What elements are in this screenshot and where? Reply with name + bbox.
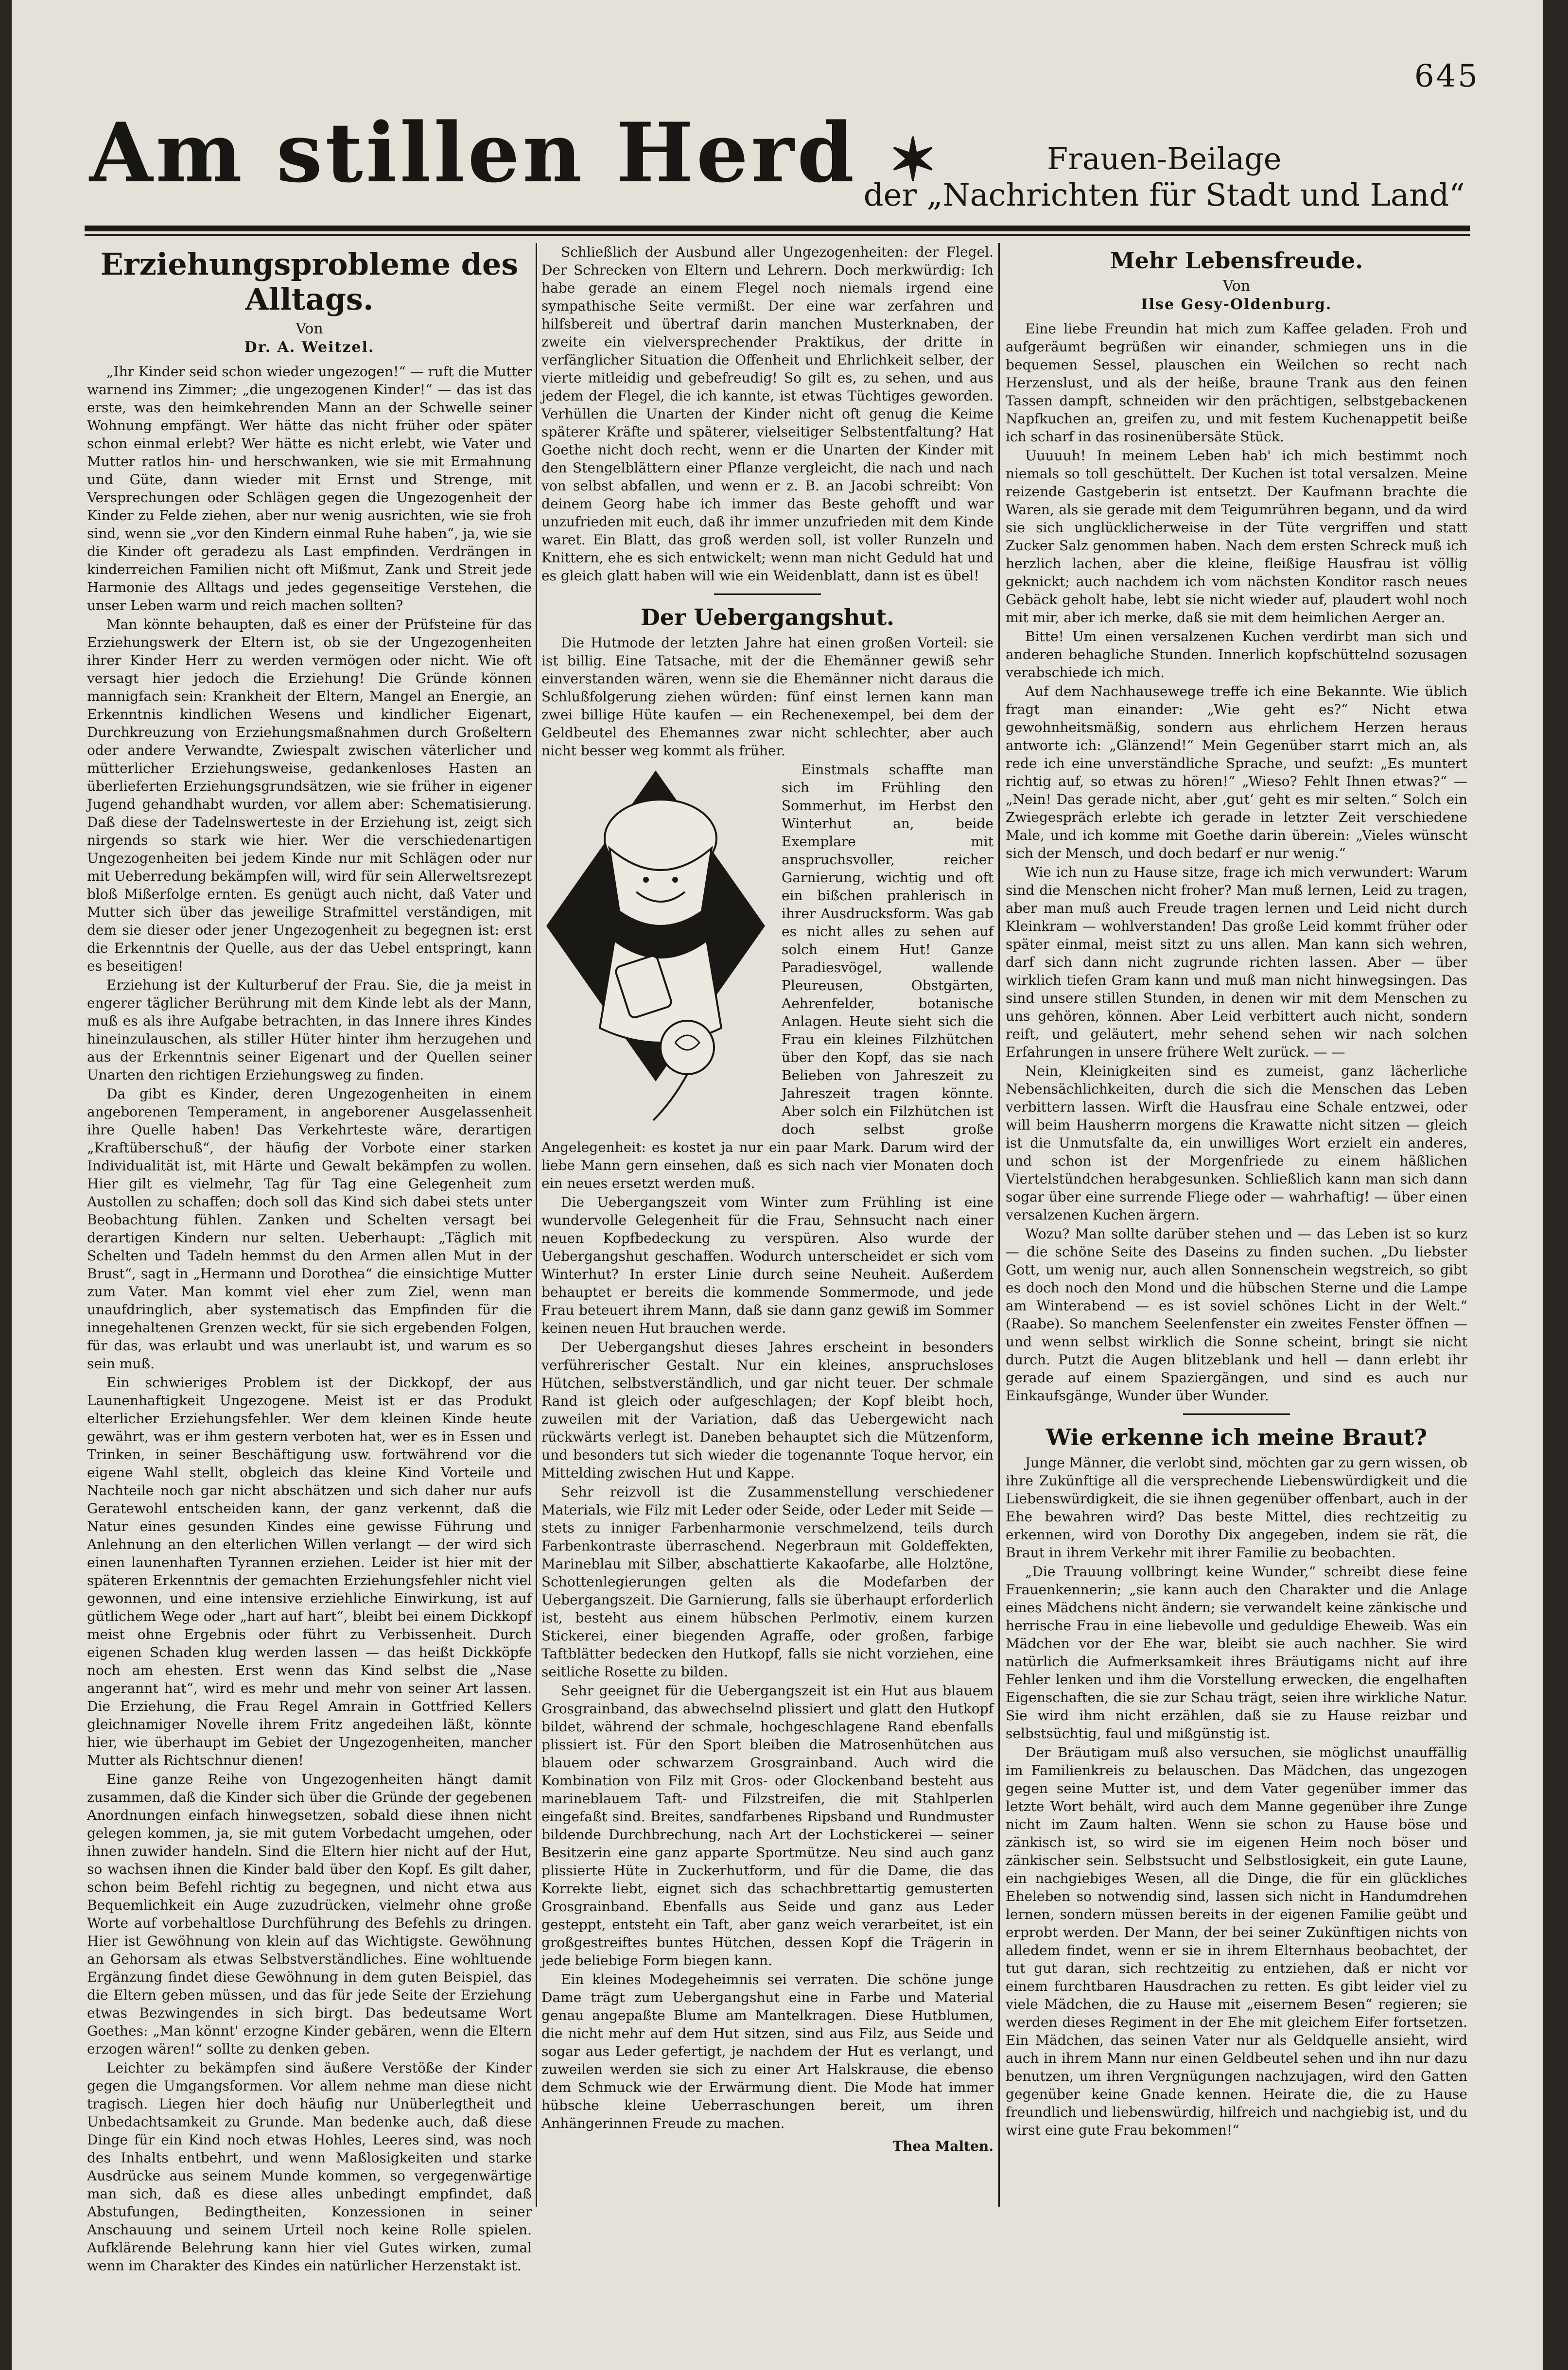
article-signature-hut: Thea Malten. bbox=[892, 2138, 993, 2154]
masthead-rule-thick bbox=[85, 226, 1470, 231]
paragraph: Auf dem Nachhausewege treffe ich eine Bekannte. Wie üblich fragt man einander: „Wie geht es?“ Nicht etwa gewohnheitsmäßig, sondern aus ehrlichem Herzen heraus antworte ich: „Glänzend!“ Mein Gegenüber starrt mich an, als rede ich eine unverständliche Sprache, und seufzt: „Es muntert richtig auf, so etwas zu hören!“ „Wieso? Fehlt Ihnen etwas?“ — „Nein! Das gerade nicht, aber ‚gut‘ geht es mir selten.“ Solch ein Zwiegespräch erlebte ich gerade in letzter Zeit verschiedene Male, und ich komme mit Goethe darin überein: „Vieles wünscht sich der Mensch, und doch bedarf er nur wenig.“ bbox=[1006, 683, 1467, 861]
article-author-erziehung: Dr. A. Weitzel. bbox=[244, 339, 375, 356]
byline-von: Von bbox=[296, 320, 323, 337]
section-divider bbox=[714, 593, 821, 595]
paragraph: Eine ganze Reihe von Ungezogenheiten hängt damit zusammen, daß die Kinder sich über die Gründe der gegebenen Anordnungen einfach hinwegsetzen, sobald diese ihnen nicht gelegen kommen, ja, sie mit gutem Vorbedacht umgehen, oder ihnen zuwider handeln. Sind die Eltern hier nicht auf der Hut, so wachsen ihnen die Kinder bald über den Kopf. Es gilt daher, schon beim Befehl richtig zu begegnen, und nicht etwa aus Bequemlichkeit ein Auge zuzudrücken, vielmehr ohne große Worte auf vorbehaltlose Durchführung des Befehls zu dringen. Hier ist Gewöhnung von klein auf das Wichtigste. Gewöhnung an Gehorsam als etwas Selbstverständliches. Eine wohltuende Ergänzung findet diese Gewöhnung in dem guten Beispiel, das die Eltern geben müssen, und das für jede Seite der Erziehung etwas Bezwingendes in sich birgt. Das bedeutsame Wort Goethes: „Man könnt' erzogne Kinder gebären, wenn die Eltern erzogen wären!“ sollte zu denken geben. bbox=[87, 1771, 532, 2057]
article-author-lebensfreude: Ilse Gesy-Oldenburg. bbox=[1141, 296, 1332, 313]
paragraph: Sehr reizvoll ist die Zusammenstellung verschiedener Materials, wie Filz mit Leder oder Seide, oder Leder mit Seide — stets zu inniger Farbenharmonie verschmelzend, teils durch Farbenkontraste überraschend. Negerbraun mit Goldeffekten, Marineblau mit Silber, abschattierte Kakaofarbe, alle Holztöne, Schottenlegierungen gelten als die Modefarben der Uebergangszeit. Die Garnierung, falls sie überhaupt erforderlich ist, besteht aus einem hübschen Perlmotiv, einem kurzen Stickerei, einer biegenden Agraffe, oder großen, farbige Taftblätter bedecken den Hutkopf, falls sie nicht vorziehen, eine seitliche Rosette zu bilden. bbox=[541, 1484, 993, 1680]
paragraph: „Die Trauung vollbringt keine Wunder,“ schreibt diese feine Frauenkennerin; „sie kann auch den Charakter und die Anlage eines Mädchens nicht ändern; sie verwandelt keine zänkische und herrische Frau in eine liebevolle und geduldige Eheweib. Was ein Mädchen vor der Ehe war, bleibt sie auch nachher. Sie wird natürlich die Aufmerksamkeit ihres Bräutigams nicht auf ihre Fehler lenken und ihm die Vorstellung erwecken, die engelhaften Eigenschaften, die sie zur Schau trägt, seien ihre wirkliche Natur. Sie wird ihm nicht erzählen, daß sie zu Hause reizbar und selbstsüchtig, faul und mißgünstig ist. bbox=[1006, 1564, 1467, 1742]
paragraph: Wozu? Man sollte darüber stehen und — das Leben ist so kurz — die schöne Seite des Daseins zu finden suchen. „Du liebster Gott, um wenig nur, auch allen Sonnenschein wegstreich, so gibt es doch noch den Mond und die hübschen Sterne und die Lampe am Winterabend — es ist soviel schönes Licht in der Welt.“ (Raabe). So manchem Seelenfenster ein zweites Fenster öffnen — und wenn selbst wirklich die Sonne scheint, bringt sie nicht durch. Putzt die Augen blitzeblank und hell — dann erlebt ihr gerade auf einem Spaziergängen, und sind es auch nur Einkaufsgänge, Wunder über Wunder. bbox=[1006, 1226, 1467, 1404]
column-divider bbox=[536, 243, 537, 2207]
masthead-title bbox=[89, 105, 941, 201]
paragraph: „Ihr Kinder seid schon wieder ungezogen!“ — ruft die Mutter warnend ins Zimmer; „die ungezogenen Kinder!“ — das ist das erste, was den heimkehrenden Mann an der Schwelle seiner Wohnung empfängt. Wer hätte das nicht früher oder später schon einmal erlebt? Wer hätte es nicht erlebt, wie Vater und Mutter ratlos hin- und herschwanken, wie sie mit Ermahnung und Güte, dann wieder mit Ernst und Strenge, mit Versprechungen oder Schlägen gegen die Ungezogenheit der Kinder zu Felde ziehen, aber nur wenig ausrichten, wie sie froh sind, wenn sie „vor den Kindern einmal Ruhe haben“, ja, wie sie die Kinder oft geradezu als Last empfinden. Verdrängen in kinderreichen Familien nicht oft Mißmut, Zank und Streit jede Harmonie des Alltags und jedes gegenseitige Verstehen, die unser Leben warm und reich machen sollten? bbox=[87, 364, 532, 613]
paragraph: Der Bräutigam muß also versuchen, sie möglichst unauffällig im Familienkreis zu belauschen. Das Mädchen, das ungezogen gegen seine Mutter ist, und dem Vater gegenüber immer das letzte Wort behält, wird auch dem Manne gegenüber ihre Zunge nicht im Zaum halten. Wenn sie schon zu Hause böse und zänkisch ist, so wird sie im eigenen Heim noch böser und zänkischer sein. Selbstsucht und Selbstlosigkeit, ein gute Laune, ein nachgiebiges Wesen, all die Dinge, die für ein glückliches Eheleben so notwendig sind, lassen sich nicht in Handumdrehen lernen, sondern müssen bereits in der eigenen Familie geübt und erprobt werden. Der Mann, der bei seiner Zukünftigen nichts von alledem findet, wenn er sie in ihrem Elternhaus beobachtet, der tut gut daran, sich rechtzeitig zu entziehen, daß er nicht vor einem furchtbaren Hausdrachen zu retten. Es gibt leider viel zu viele Mädchen, die zu Hause mit „eisernem Besen“ regieren; sie werden dieses Regiment in der Ehe mit gleichem Eifer fortsetzen. Ein Mädchen, das seinen Vater nur als Geldquelle ansieht, wird auch in ihrem Mann nur einen Geldbeutel sehen und ihn nur dazu benutzen, um ihren Vergnügungen nachzujagen, wird den Gatten gegenüber keine Gnade kennen. Heirate die, die zu Hause freundlich und liebenswürdig, hilfreich und nachgiebig ist, und du wirst eine gute Frau bekommen!“ bbox=[1006, 1744, 1467, 2138]
byline-von: Von bbox=[1222, 278, 1251, 295]
column-divider bbox=[998, 243, 1000, 2207]
paragraph: Da gibt es Kinder, deren Ungezogenheiten in einem angeborenen Temperament, in angeborener Ausgelassenheit ihre Quelle haben! Das Verkehrteste wäre, derartigen „Kraftüberschuß“, der häufig der Vorbote einer starken Individualität ist, mit Härte und Gewalt bekämpfen zu wollen. Hier gilt es vielmehr, Tag für Tag eine Gelegenheit zum Austollen zu schaffen; doch soll das Kind sich dabei stets unter Beobachtung fühlen. Zanken und Schelten versagt bei derartigen Kindern nur selten. Ueberhaupt: „Täglich mit Schelten und Tadeln hemmst du den Armen allen Mut in der Brust“, sagt in „Hermann und Dorothea“ die einsichtige Mutter zum Vater. Man kommt viel eher zum Ziel, wenn man unaufdringlich, aber systematisch das Empfinden für die innegehaltenen Grenzen weckt, für sie sich ergebenden Folgen, für das, was erlaubt und was unerlaubt ist, und warum es so sein muß. bbox=[87, 1086, 532, 1372]
section-divider bbox=[1183, 1413, 1290, 1415]
masthead-subtitle-line1: Frauen-Beilage bbox=[1047, 141, 1282, 176]
paragraph: Nein, Kleinigkeiten sind es zumeist, ganz lächerliche Nebensächlichkeiten, durch die sich die Menschen das Leben verbittern lassen. Wirft die Hausfrau eine Schale entzwei, oder will beim Hausherrn morgens die Krawatte nicht sitzen — gleich ist die Unmutsfalte da, ein unwilliges Wort erzielt ein anderes, und schon ist der Morgenfriede zu einem häßlichen Viertelstündchen herabgesunken. Schließlich kann man sich dann sogar über eine surrende Fliege oder — wahrhaftig! — über einen versalzenen Kuchen ärgern. bbox=[1006, 1063, 1467, 1223]
paragraph: Der Uebergangshut dieses Jahres erscheint in besonders verführerischer Gestalt. Nur ein kleines, anspruchsloses Hütchen, selbstverständlich, und gar nicht teuer. Der schmale Rand ist gleich oder aufgeschlagen; der Kopf bleibt hoch, zuweilen mit der Variation, daß das Uebergewicht nach rückwärts verlegt ist. Daneben behauptet sich die Mützenform, und besonders tut sich wieder die togenannte Toque hervor, ein Mittelding zwischen Hut und Kappe. bbox=[541, 1339, 993, 1481]
paragraph: Die Hutmode der letzten Jahre hat einen großen Vorteil: sie ist billig. Eine Tatsache, mit der die Ehemänner gewiß sehr einverstanden wären, wenn sie die Ehemänner nicht daraus die Schlußfolgerung ziehen würden: fünf einst lernen kann man zwei billige Hüte kaufen — ein Rechenexempel, bei dem der Geldbeutel des Ehemannes zwar nicht schlechter, aber auch nicht besser weg kommt als früher. bbox=[541, 635, 993, 759]
column-middle bbox=[541, 243, 993, 2226]
paragraph: Die Uebergangszeit vom Winter zum Frühling ist eine wundervolle Gelegenheit für die Frau, Sehnsucht nach einer neuen Kopfbedeckung zu verspüren. Also wurde der Uebergangshut geschaffen. Wodurch unterscheidet er sich vom Winterhut? In erster Linie durch seine Neuheit. Außerdem behauptet er bereits die kommende Sommermode, und jede Frau beteuert ihrem Mann, daß sie dann ganz gewiß im Sommer keinen neuen Hut brauchen werde. bbox=[541, 1194, 993, 1336]
paragraph: Junge Männer, die verlobt sind, möchten gar zu gern wissen, ob ihre Zukünftige all die versprechende Liebenswürdigkeit und die Liebenswürdigkeit, die sie ihnen gegenüber offenbart, auch in der Ehe bewahren wird? Das beste Mittel, dies rechtzeitig zu erkennen, wird von Dorothy Dix angegeben, indem sie rät, die Braut in ihrem Verkehr mit ihrer Familie zu beobachten. bbox=[1006, 1455, 1468, 1561]
column-left bbox=[87, 243, 532, 2274]
paragraph: Sehr geeignet für die Uebergangszeit ist ein Hut aus blauem Grosgrainband, das abwechselnd plissiert und glatt den Hutkopf bildet, während der schmale, hochgeschlagene Rand ebenfalls plissiert ist. Für den Sport bleiben die Matrosenhütchen aus blauem oder schwarzem Grosgrainband. Auch wird die Kombination von Filz mit Gros- oder Glockenband besteht aus marineblauem Taft- und Filzstreifen, die mit Stahlperlen eingefaßt sind. Breites, sandfarbenes Ripsband und Rundmuster bildende Durchbrechung, nach Art der Lochstickerei — seiner Besitzerin eine ganz apparte Sportmütze. Neu sind auch ganz plissierte Hüte in Zuckerhutform, und für die Dame, die das Korrekte liebt, eignet sich das schachbrettartig gemusterten Grosgrainband. Ebenfalls aus Seide und ganz aus Leder gesteppt, entsteht ein Taft, aber ganz weich verarbeitet, ist ein großgestreiftes buntes Hütchen, dessen Kopf die Trägerin in jede beliebige Form biegen kann. bbox=[541, 1683, 993, 1969]
paragraph: Bitte! Um einen versalzenen Kuchen verdirbt man sich und anderen behagliche Stunden. Innerlich kopfschüttelnd sozusagen verabschiede ich mich. bbox=[1006, 628, 1467, 680]
column-right bbox=[1006, 243, 1467, 2226]
masthead-rule-thin bbox=[85, 234, 1470, 236]
masthead-subtitle-line2: der „Nachrichten für Stadt und Land“ bbox=[863, 177, 1465, 214]
star-ornament-icon: ✶ bbox=[888, 125, 941, 194]
paragraph: Uuuuuh! In meinem Leben hab' ich mich bestimmt noch niemals so toll geschüttelt. Der Kuchen ist total versalzen. Meine reizende Gastgeberin ist entsetzt. Der Kaufmann brachte die Waren, als sie gerade mit dem Teigumrühren begann, und da wird sie sich unglücklicherweise in der Tüte vergriffen und statt Zucker Salz genommen haben. Nach dem ersten Schreck muß ich herzlich lachen, aber die kleine, fleißige Hausfrau ist völlig geknickt; auch nachdem ich vom nächsten Konditor rasch neues Gebäck geholt habe, lebt sie nicht wieder auf, plaudert wohl noch mit mir, aber ich merke, daß sie mit dem heimlichen Aerger an. bbox=[1006, 448, 1467, 626]
hat-illustration bbox=[541, 766, 770, 1130]
article-title-braut: Wie erkenne ich meine Braut? bbox=[1045, 1424, 1428, 1450]
newspaper-page bbox=[12, 0, 1543, 2370]
paragraph: Leichter zu bekämpfen sind äußere Verstöße der Kinder gegen die Umgangsformen. Vor allem nehme man diese nicht tragisch. Liegen hier doch häufig nur Unüberlegtheit und Unbedachtsamkeit zu Grunde. Man bedenke auch, daß diese Dinge für ein Kind noch etwas Hohles, Leeres sind, was noch des Inhalts entbehrt, und wenn Maßlosigkeiten und starke Ausdrücke aus seinem Munde kommen, so vergegenwärtige man sich, daß es diese alles unbedingt empfindet, daß Abstufungen, Bedingtheiten, Konzessionen in seiner Anschauung und seinem Urteil noch keine Rolle spielen. Aufklärende Belehrung kann hier viel Gutes wirken, zumal wenn im Charakter des Kindes ein natürlicher Herzenstakt ist. bbox=[87, 2060, 532, 2274]
masthead-subtitle bbox=[864, 141, 1465, 214]
paragraph: Ein kleines Modegeheimnis sei verraten. Die schöne junge Dame trägt zum Uebergangshut eine in Farbe und Material genau angepaßte Blume am Mantelkragen. Diese Hutblumen, die nicht mehr auf dem Hut sitzen, sind aus Filz, aus Seide und sogar aus Leder gefertigt, je nachdem der Hut es verlangt, und zuweilen werden sie sich zu einer Art Halskrause, die ebenso dem Schmuck wie der Erwärmung dient. Die Mode hat immer hübsche kleine Ueberraschungen bereit, um ihren Anhängerinnen Freude zu machen. bbox=[541, 1971, 993, 2131]
paragraph: Ein schwieriges Problem ist der Dickkopf, der aus Launenhaftigkeit Ungezogene. Meist ist er das Produkt elterlicher Erziehungsfehler. Wer dem kleinen Kinde heute gewährt, was er ihm gestern verboten hat, wer es in Essen und Trinken, in seiner Beschäftigung usw. fortwährend vor die eigene Wahl stellt, obgleich das kleine Kind Vorteile und Nachteile noch gar nicht abschätzen und sich daher nur aufs Geratewohl entscheiden kann, der ganz verkennt, daß die Natur eines gesunden Kindes eine gewisse Führung und Anlehnung an den elterlichen Willen verlangt — der wird sich einen launenhaften Tyrannen erziehen. Leider ist hier mit der späteren Erkenntnis der gemachten Erziehungsfehler nicht viel gewonnen, und eine intensive erziehliche Einwirkung, ist auf gütlichem Wege oder „hart auf hart“, bleibt bei einem Dickkopf meist ohne Ergebnis oder führt zu Verbissenheit. Durch eigenen Schaden klug werden lassen — das heißt Dickköpfe noch am ehesten. Erst wenn das Kind selbst die „Nase angerannt hat“, wird es mehr und mehr von seiner Art lassen. Die Erziehung, die Frau Regel Amrain in Gottfried Kellers gleichnamiger Novelle ihrem Fritz angedeihen läßt, könnte hier, wie überhaupt im Gebiet der Ungezogenheiten, mancher Mutter als Richtschnur dienen! bbox=[87, 1375, 532, 1768]
article-title-erziehung: Erziehungsprobleme des Alltags. bbox=[100, 246, 519, 317]
paragraph: Wie ich nun zu Hause sitze, frage ich mich verwundert: Warum sind die Menschen nicht froher? Man muß lernen, Leid zu tragen, aber man muß auch Freude tragen lernen und Leid nicht durch Kleinkram — wohlverstanden! Das große Leid kommt früher oder später einmal, meist sitzt zu uns allen. Man kann sich wehren, darf sich dann nicht zugrunde richten lassen. Aber — über wirklich tiefen Gram kann und muß man nicht hinwegsingen. Das sind unsere stillen Stunden, in denen wir mit dem Menschen zu uns gehören, können. Aber Leid verbittert auch nicht, sondern reift, und geläutert, mehr sehend sehen wir nach solchen Erfahrungen in unsere frühere Welt zurück. — — bbox=[1006, 864, 1467, 1060]
paragraph: Erziehung ist der Kulturberuf der Frau. Sie, die ja meist in engerer täglicher Berührung mit dem Kinde lebt als der Mann, muß es als ihre Aufgabe betrachten, in das Innere ihres Kindes hineinzulauschen, als stiller Hüter hinter ihm herzugehen und aus der Erkenntnis seiner Eigenart und der Quellen seiner Unarten den richtigen Erziehungsweg zu finden. bbox=[87, 977, 532, 1083]
page-number: 645 bbox=[1414, 58, 1480, 94]
article-title-lebensfreude: Mehr Lebensfreude. bbox=[1110, 247, 1363, 274]
paragraph: Eine liebe Freundin hat mich zum Kaffee geladen. Froh und aufgeräumt begrüßen wir einander, schmiegen uns in die bequemen Sessel, plauschen ein Weilchen so recht nach Herzenslust, und als der heiße, braune Trank aus den feinen Tassen dampft, schneiden wir den prächtigen, selbstgebackenen Napfkuchen an, greifen zu, und mit festem Kuchenappetit beiße ich scharf in das rosinenübersäte Stück. bbox=[1006, 321, 1467, 445]
lady-with-hat-illustration bbox=[541, 766, 770, 1130]
masthead-title-text: Am stillen Herd bbox=[89, 105, 857, 201]
article-title-hut: Der Uebergangshut. bbox=[640, 604, 895, 630]
paragraph: Einstmals schaffte man sich im Frühling den Sommerhut, im Herbst den Winterhut an, beide Exemplare mit anspruchsvoller, reicher Garnierung, wichtig und oft ein bißchen prahlerisch in ihrer Ausdrucksform. Was gab es nicht alles zu sehen auf solch einem Hut! Ganze Paradiesvögel, wallende Pleureusen, Obstgärten, Aehrenfelder, botanische Anlagen. Heute sieht sich die Frau ein kleines Filzhütchen über den Kopf, das sie nach Belieben von Jahreszeit zu Jahreszeit tragen könnte. Aber solch ein Filzhütchen ist doch selbst große Angelegenheit: es kostet ja nur ein paar Mark. Darum wird der liebe Mann gern einsehen, daß es sich nach vier Monaten doch ein neues ersetzt werden muß. bbox=[541, 762, 993, 1191]
paragraph: Schließlich der Ausbund aller Ungezogenheiten: der Flegel. Der Schrecken von Eltern und Lehrern. Doch merkwürdig: Ich habe gerade an einem Flegel noch niemals irgend eine sympathische Seite vermißt. Der eine war zerfahren und hilfsbereit und übertraf darin manchen Musterknaben, der zweite ein vielversprechender Praktikus, der dritte in verfänglicher Situation die Offenheit und Ehrlichkeit selber, der vierte mitleidig und gebefreudig! So gilt es, zu sehen, und aus jedem der Flegel, die ich kannte, ist etwas Tüchtiges geworden. Verhüllen die Unarten der Kinder nicht oft genug die Keime späterer Kräfte und späterer, vielseitiger Selbstentfaltung? Hat Goethe nicht doch recht, wenn er die Unarten der Kinder mit den Stengelblättern einer Pflanze vergleicht, die nach und nach von selbst abfallen, und wenn er z. B. an Jacobi schreibt: Von deinem Georg habe ich immer das Beste gehofft und war unzufrieden mit euch, daß ihr immer unzufrieden mit dem Kinde waret. Ein Blatt, das groß werden soll, ist voller Runzeln und Knittern, ehe es sich entwickelt; wenn man nicht Geduld hat und es gleich glatt haben will wie ein Weidenblatt, dann ist es übel! bbox=[541, 244, 993, 584]
paragraph: Man könnte behaupten, daß es einer der Prüfsteine für das Erziehungswerk der Eltern ist, ob sie der Ungezogenheiten ihrer Kinder Herr zu werden vermögen oder nicht. Wie oft versagt hier jedoch die Erziehung! Die Gründe können mannigfach sein: Krankheit der Eltern, Mangel an Energie, an Erkenntnis kindlichen Wesens und kindlicher Eigenart, Durchkreuzung von Erziehungsmaßnahmen durch Großeltern oder andere Verwandte, Zwiespalt zwischen väterlicher und mütterlicher Erziehungsweise, gedankenloses Hasten an überlieferten Erziehungsgrundsätzen, wie sie früher in eigener Jugend gehandhabt wurden, vor allem aber: Schematisierung. Daß diese der Tadelnswerteste in der Erziehung ist, zeigt sich nirgends so stark wie hier. Wer die verschiedenartigen Ungezogenheiten bei jedem Kinde nur mit Schlägen oder nur mit Ueberredung bekämpfen will, wird für sein Allerweltsrezept bloß Mißerfolge ernten. Es genügt auch nicht, daß Vater und Mutter sich über das jeweilige Strafmittel verständigen, mit dem sie dieser oder jener Ungezogenheit zu begegnen ist: erst die Erkenntnis der Quelle, aus der das Uebel entspringt, kann es beseitigen! bbox=[87, 616, 532, 974]
